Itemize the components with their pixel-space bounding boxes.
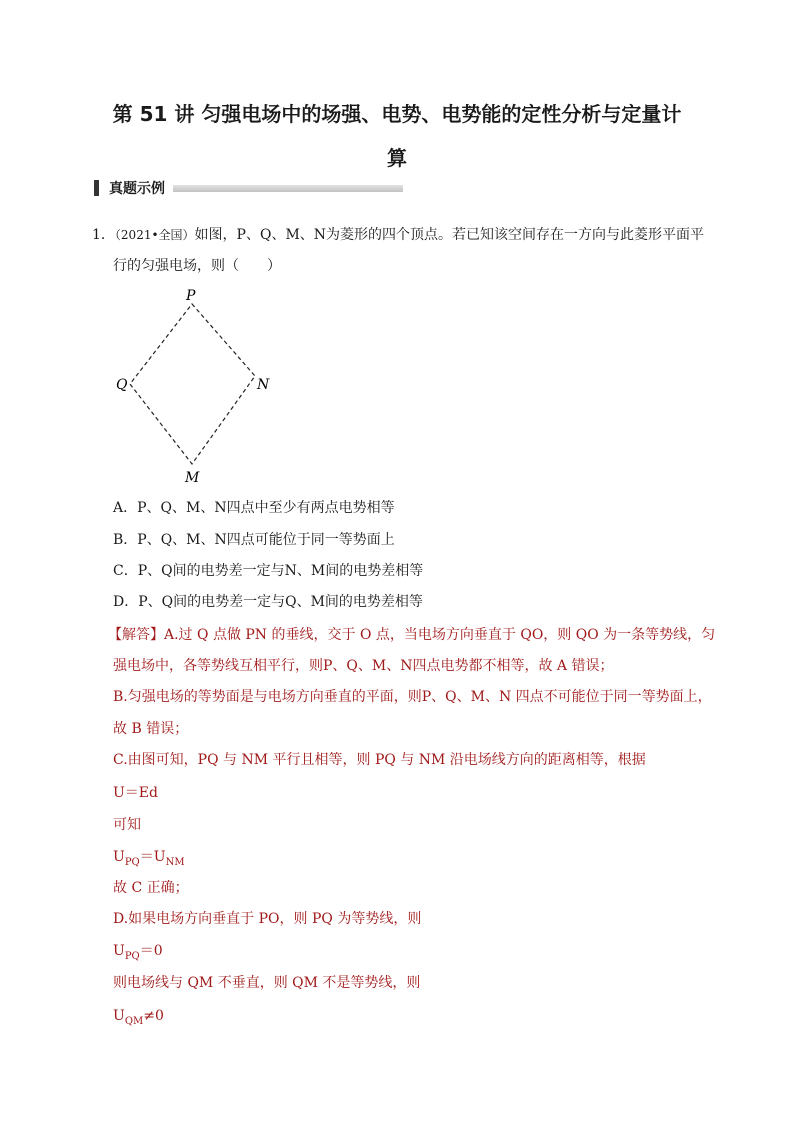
- formula-u: U: [113, 943, 125, 959]
- option-b: B．P、Q、M、N四点可能位于同一等势面上: [113, 532, 395, 548]
- answer-c-conclusion: 故 C 正确；: [113, 880, 189, 896]
- section-rule: [173, 185, 403, 192]
- title-line-1: 第 51 讲 匀强电场中的场强、电势、电势能的定性分析与定量计: [112, 102, 682, 126]
- formula-equals-zero: ＝0: [139, 943, 163, 959]
- option-a: A．P、Q、M、N四点中至少有两点电势相等: [113, 500, 395, 516]
- answer-a-line-2: 强电场中，各等势线互相平行，则P、Q、M、N四点电势都不相等，故 A 错误；: [113, 658, 614, 674]
- page-title: [80, 92, 714, 180]
- question-stem-line-1: [92, 225, 704, 245]
- section-marker: [94, 180, 99, 196]
- subscript-nm: NM: [165, 856, 185, 868]
- rhombus-edges: [130, 304, 255, 464]
- subscript-pq: PQ: [124, 950, 140, 962]
- formula-uqm-nonzero: [113, 1006, 164, 1032]
- section-header: [94, 178, 403, 198]
- formula-u: U: [113, 849, 125, 865]
- answer-a-text: A.过 Q 点做 PN 的垂线，交于 O 点，当电场方向垂直于 QO，则 QO 为一条等势线，匀: [164, 627, 716, 643]
- question-stem-text: 如图，P、Q、M、N为菱形的四个顶点。若已知该空间存在一方向与此菱形平面平: [194, 227, 705, 243]
- answer-d-line-2: 则电场线与 QM 不垂直，则 QM 不是等势线，则: [113, 975, 421, 991]
- title-line-2: 算: [387, 146, 407, 170]
- vertex-label-q: Q: [116, 377, 128, 393]
- formula-upq-zero: [113, 941, 163, 967]
- answer-b-line-2: 故 B 错误；: [113, 721, 189, 737]
- formula-equals-u: ＝U: [139, 849, 166, 865]
- question-number: 1．: [92, 227, 115, 243]
- question-source: （2021•全国）: [114, 228, 195, 242]
- option-d: D．P、Q间的电势差一定与Q、M间的电势差相等: [113, 594, 423, 610]
- answer-a-line-1: [108, 625, 715, 645]
- option-c: C．P、Q间的电势差一定与N、M间的电势差相等: [113, 563, 424, 579]
- formula-u: U: [113, 1008, 125, 1024]
- rhombus-figure: [110, 284, 280, 489]
- text-kezhi: 可知: [113, 817, 141, 833]
- answer-tag: 【解答】: [108, 627, 164, 643]
- formula-upq-unm: [113, 847, 185, 873]
- subscript-qm: QM: [124, 1015, 144, 1027]
- answer-d-line-1: D.如果电场方向垂直于 PO，则 PQ 为等势线，则: [113, 911, 422, 927]
- formula-not-equal-zero: ≠0: [143, 1008, 164, 1024]
- vertex-label-m: M: [185, 470, 200, 486]
- answer-b-line-1: B.匀强电场的等势面是与电场方向垂直的平面，则P、Q、M、N 四点不可能位于同一等势面上，: [113, 689, 712, 705]
- vertex-label-n: N: [257, 377, 270, 393]
- section-label: 真题示例: [109, 181, 165, 197]
- answer-c-line-1: C.由图可知，PQ 与 NM 平行且相等，则 PQ 与 NM 沿电场线方向的距离相等，根据: [113, 752, 646, 768]
- formula-u-ed: U＝Ed: [113, 785, 158, 801]
- subscript-pq: PQ: [124, 856, 140, 868]
- vertex-label-p: P: [186, 288, 196, 304]
- question-stem-line-2: 行的匀强电场，则（ ）: [113, 258, 281, 274]
